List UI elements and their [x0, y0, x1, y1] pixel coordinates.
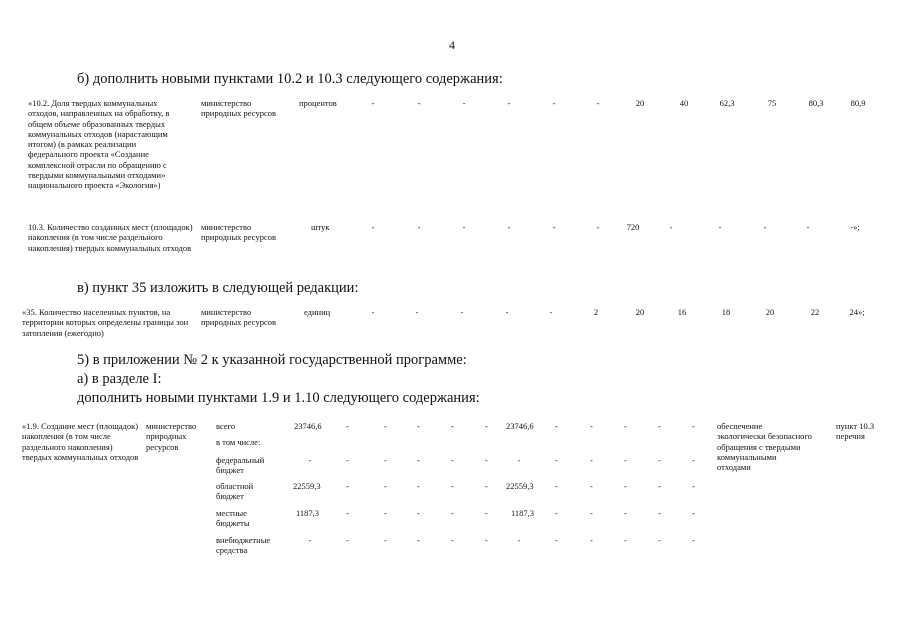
source-total: -: [308, 535, 312, 545]
value-cell: -»;: [850, 222, 860, 232]
source-year: 23746,6: [506, 421, 534, 431]
dash-cell: -: [485, 535, 488, 545]
row-10-2-unit: процентов: [299, 98, 337, 108]
source-label: местные бюджеты: [216, 508, 250, 529]
value-cell: -: [371, 222, 375, 232]
value-cell: 20: [635, 307, 645, 317]
dash-cell: -: [555, 481, 558, 491]
source-label: областной бюджет: [216, 481, 254, 502]
dash-cell: -: [346, 535, 349, 545]
row-35-unit: единиц: [304, 307, 331, 317]
dash-cell: -: [417, 535, 420, 545]
value-cell: -: [552, 222, 556, 232]
row-10-3-text: 10.3. Количество созданных мест (площадок) накопления (в том числе раздельного накопления) твердых коммунальных отходов: [28, 222, 193, 253]
source-year: -: [517, 535, 521, 545]
dash-cell: -: [658, 481, 661, 491]
dash-cell: -: [692, 508, 695, 518]
dash-cell: -: [346, 481, 349, 491]
source-total: 22559,3: [293, 481, 321, 491]
value-cell: -: [417, 98, 421, 108]
dash-cell: -: [692, 535, 695, 545]
dash-cell: -: [417, 481, 420, 491]
source-total: 1187,3: [296, 508, 320, 518]
value-cell: -: [371, 98, 375, 108]
dash-cell: -: [384, 535, 387, 545]
value-cell: 2: [593, 307, 599, 317]
section-5-line3: дополнить новыми пунктами 1.9 и 1.10 следующего содержания:: [77, 390, 480, 406]
value-cell: -: [415, 307, 419, 317]
section-5-line2: а) в разделе I:: [77, 371, 162, 387]
dash-cell: -: [346, 421, 349, 431]
section-5-line1: 5) в приложении № 2 к указанной государственной программе:: [77, 352, 467, 368]
dash-cell: -: [384, 455, 387, 465]
dash-cell: -: [417, 508, 420, 518]
dash-cell: -: [624, 508, 627, 518]
value-cell: -: [718, 222, 722, 232]
dash-cell: -: [555, 508, 558, 518]
value-cell: -: [552, 98, 556, 108]
dash-cell: -: [485, 421, 488, 431]
dash-cell: -: [590, 535, 593, 545]
dash-cell: -: [658, 455, 661, 465]
dash-cell: -: [417, 455, 420, 465]
value-cell: -: [460, 307, 464, 317]
dash-cell: -: [590, 508, 593, 518]
value-cell: -: [507, 98, 511, 108]
source-label: всего: [216, 421, 236, 431]
section-v-heading: в) пункт 35 изложить в следующей редакции:: [77, 280, 359, 296]
dash-cell: -: [485, 481, 488, 491]
value-cell: -: [417, 222, 421, 232]
source-year: -: [517, 455, 521, 465]
value-cell: -: [596, 222, 600, 232]
value-cell: -: [462, 98, 466, 108]
dash-cell: -: [485, 508, 488, 518]
source-total: -: [308, 455, 312, 465]
dash-cell: -: [555, 535, 558, 545]
dash-cell: -: [346, 508, 349, 518]
value-cell: 62,3: [719, 98, 735, 108]
value-cell: -: [763, 222, 767, 232]
dash-cell: -: [658, 421, 661, 431]
page-number: 4: [449, 38, 455, 52]
dash-cell: -: [590, 421, 593, 431]
dash-cell: -: [451, 508, 454, 518]
source-year: 1187,3: [511, 508, 535, 518]
dash-cell: -: [624, 535, 627, 545]
value-cell: -: [371, 307, 375, 317]
value-cell: 22: [810, 307, 820, 317]
source-label: в том числе:: [216, 437, 261, 447]
source-year: 22559,3: [506, 481, 534, 491]
dash-cell: -: [692, 455, 695, 465]
dash-cell: -: [451, 481, 454, 491]
dash-cell: -: [624, 481, 627, 491]
value-cell: 20: [765, 307, 775, 317]
row-10-2-text: «10.2. Доля твердых коммунальных отходов, направленных на обработку, в общем объеме образованных твердых коммунальных отходов (нарастающим итогом) (в рамках реализации федерального проекта «Создание комплексной отрасли по обращению с твердыми коммунальными отходами» национального проекта «Экология»): [28, 98, 170, 191]
dash-cell: -: [346, 455, 349, 465]
dash-cell: -: [590, 455, 593, 465]
dash-cell: -: [658, 535, 661, 545]
value-cell: -: [596, 98, 600, 108]
dash-cell: -: [384, 421, 387, 431]
value-cell: -: [806, 222, 810, 232]
dash-cell: -: [384, 481, 387, 491]
row-1-9-agency: министерство природных ресурсов: [146, 421, 197, 452]
dash-cell: -: [658, 508, 661, 518]
value-cell: -: [669, 222, 673, 232]
row-10-2-agency: министерство природных ресурсов: [201, 98, 276, 119]
value-cell: -: [507, 222, 511, 232]
dash-cell: -: [451, 535, 454, 545]
value-cell: -: [505, 307, 509, 317]
dash-cell: -: [485, 455, 488, 465]
dash-cell: -: [590, 481, 593, 491]
source-label: внебюджетные средства: [216, 535, 271, 556]
value-cell: -: [549, 307, 553, 317]
dash-cell: -: [624, 455, 627, 465]
dash-cell: -: [692, 481, 695, 491]
dash-cell: -: [555, 421, 558, 431]
row-10-3-unit: штук: [311, 222, 330, 232]
value-cell: 16: [677, 307, 687, 317]
value-cell: 80,3: [808, 98, 824, 108]
value-cell: -: [462, 222, 466, 232]
value-cell: 18: [721, 307, 731, 317]
value-cell: 20: [635, 98, 645, 108]
dash-cell: -: [417, 421, 420, 431]
value-cell: 24»;: [849, 307, 865, 317]
row-35-agency: министерство природных ресурсов: [201, 307, 276, 328]
value-cell: 40: [679, 98, 689, 108]
dash-cell: -: [692, 421, 695, 431]
value-cell: 75: [767, 98, 777, 108]
row-10-3-agency: министерство природных ресурсов: [201, 222, 276, 243]
dash-cell: -: [624, 421, 627, 431]
value-cell: 720: [626, 222, 640, 232]
source-label: федеральный бюджет: [216, 455, 265, 476]
row-1-9-result: обеспечение экологически безопасного обращения с твердыми коммунальными отходами: [717, 421, 812, 473]
row-1-9-ref: пункт 10.3 перечня: [836, 421, 875, 442]
row-1-9-text: «1.9. Создание мест (площадок) накопления (в том числе раздельного накопления) твердых коммунальных отходов: [22, 421, 139, 462]
value-cell: 80,9: [850, 98, 866, 108]
dash-cell: -: [384, 508, 387, 518]
dash-cell: -: [451, 455, 454, 465]
source-total: 23746,6: [294, 421, 322, 431]
section-b-heading: б) дополнить новыми пунктами 10.2 и 10.3 следующего содержания:: [77, 71, 503, 87]
dash-cell: -: [451, 421, 454, 431]
row-35-text: «35. Количество населенных пунктов, на территории которых определены границы зон затопления (ежегодно): [22, 307, 189, 338]
dash-cell: -: [555, 455, 558, 465]
